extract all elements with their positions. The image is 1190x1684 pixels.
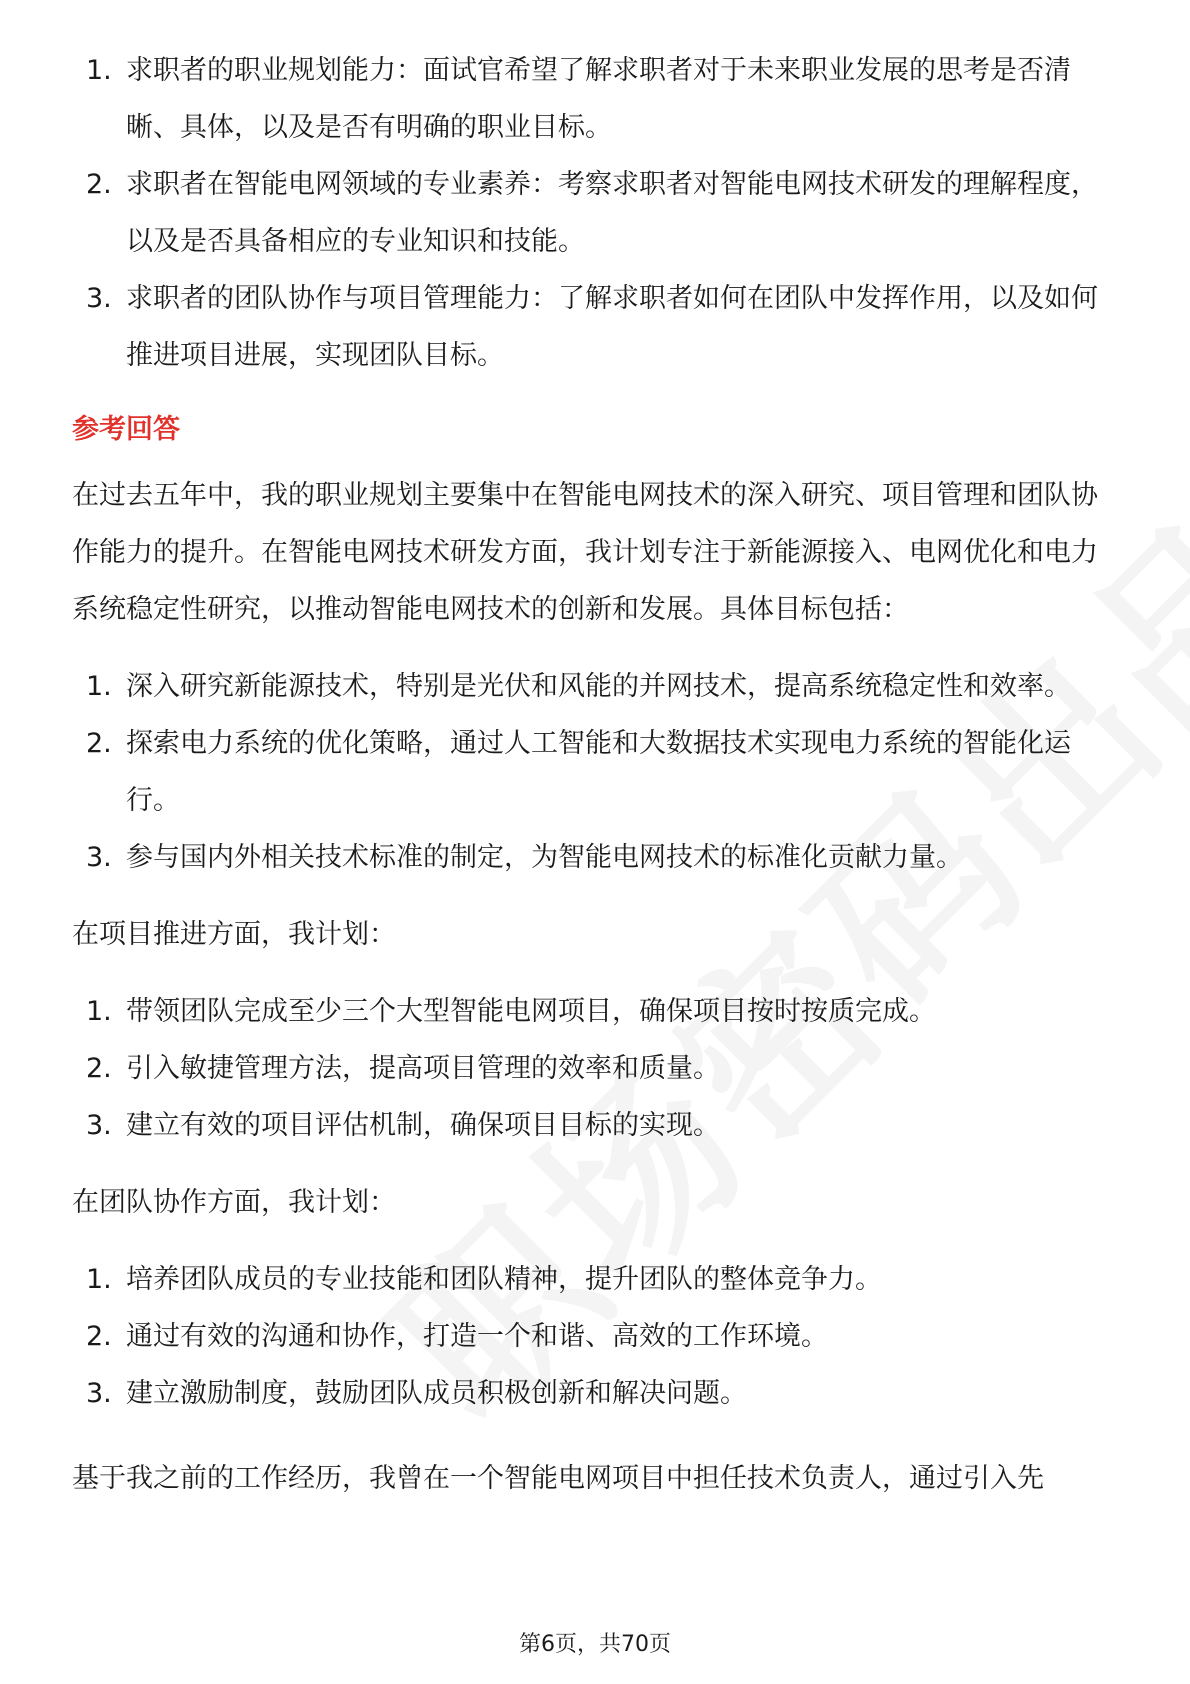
team-intro-paragraph: 在团队协作方面，我计划： [72,1187,396,1218]
list-item [72,156,1122,270]
project-intro-paragraph: 在项目推进方面，我计划： [72,919,396,950]
list-number: 1. [86,55,112,86]
list-number: 2. [86,1321,112,1352]
closing-paragraph: 基于我之前的工作经历，我曾在一个智能电网项目中担任技术负责人，通过引入先 [72,1463,1044,1494]
project-plan-list [72,983,1122,1154]
tech-goals-list [72,658,1122,886]
list-number: 2. [86,169,112,200]
list-number: 1. [86,996,112,1027]
list-text: 带领团队完成至少三个大型智能电网项目，确保项目按时按质完成。 [126,996,936,1027]
list-number: 3. [86,283,112,314]
list-item [72,829,1122,886]
list-text: 通过有效的沟通和协作，打造一个和谐、高效的工作环境。 [126,1321,828,1352]
page-content [72,42,1122,1507]
list-item [72,1308,1122,1365]
list-item [72,1251,1122,1308]
list-item [72,1365,1122,1422]
list-item [72,983,1122,1040]
list-text: 深入研究新能源技术，特别是光伏和风能的并网技术，提高系统稳定性和效率。 [126,671,1071,702]
list-number: 1. [86,671,112,702]
answer-heading: 参考回答 [72,414,180,445]
list-text: 建立激励制度，鼓励团队成员积极创新和解决问题。 [126,1378,747,1409]
list-item [72,1040,1122,1097]
list-item [72,715,1122,829]
team-plan-list [72,1251,1122,1422]
list-item [72,270,1122,384]
interviewer-focus-list [72,42,1122,384]
list-text: 培养团队成员的专业技能和团队精神，提升团队的整体竞争力。 [126,1264,882,1295]
list-number: 2. [86,1053,112,1084]
list-text: 求职者在智能电网领域的专业素养：考察求职者对智能电网技术研发的理解程度，以及是否具备相应的专业知识和技能。 [126,169,1098,257]
list-number: 3. [86,1378,112,1409]
list-text: 求职者的团队协作与项目管理能力：了解求职者如何在团队中发挥作用，以及如何推进项目进展，实现团队目标。 [126,283,1098,371]
list-number: 3. [86,842,112,873]
list-number: 1. [86,1264,112,1295]
answer-intro-paragraph: 在过去五年中，我的职业规划主要集中在智能电网技术的深入研究、项目管理和团队协作能力的提升。在智能电网技术研发方面，我计划专注于新能源接入、电网优化和电力系统稳定性研究，以推动智能电网技术的创新和发展。具体目标包括： [72,480,1098,625]
list-item [72,1097,1122,1154]
list-text: 建立有效的项目评估机制，确保项目目标的实现。 [126,1110,720,1141]
list-number: 2. [86,728,112,759]
list-number: 3. [86,1110,112,1141]
page-number: 第6页，共70页 [519,1632,671,1657]
list-item [72,658,1122,715]
list-item [72,42,1122,156]
list-text: 探索电力系统的优化策略，通过人工智能和大数据技术实现电力系统的智能化运行。 [126,728,1071,816]
list-text: 引入敏捷管理方法，提高项目管理的效率和质量。 [126,1053,720,1084]
list-text: 参与国内外相关技术标准的制定，为智能电网技术的标准化贡献力量。 [126,842,963,873]
list-text: 求职者的职业规划能力：面试官希望了解求职者对于未来职业发展的思考是否清晰、具体，以及是否有明确的职业目标。 [126,55,1071,143]
